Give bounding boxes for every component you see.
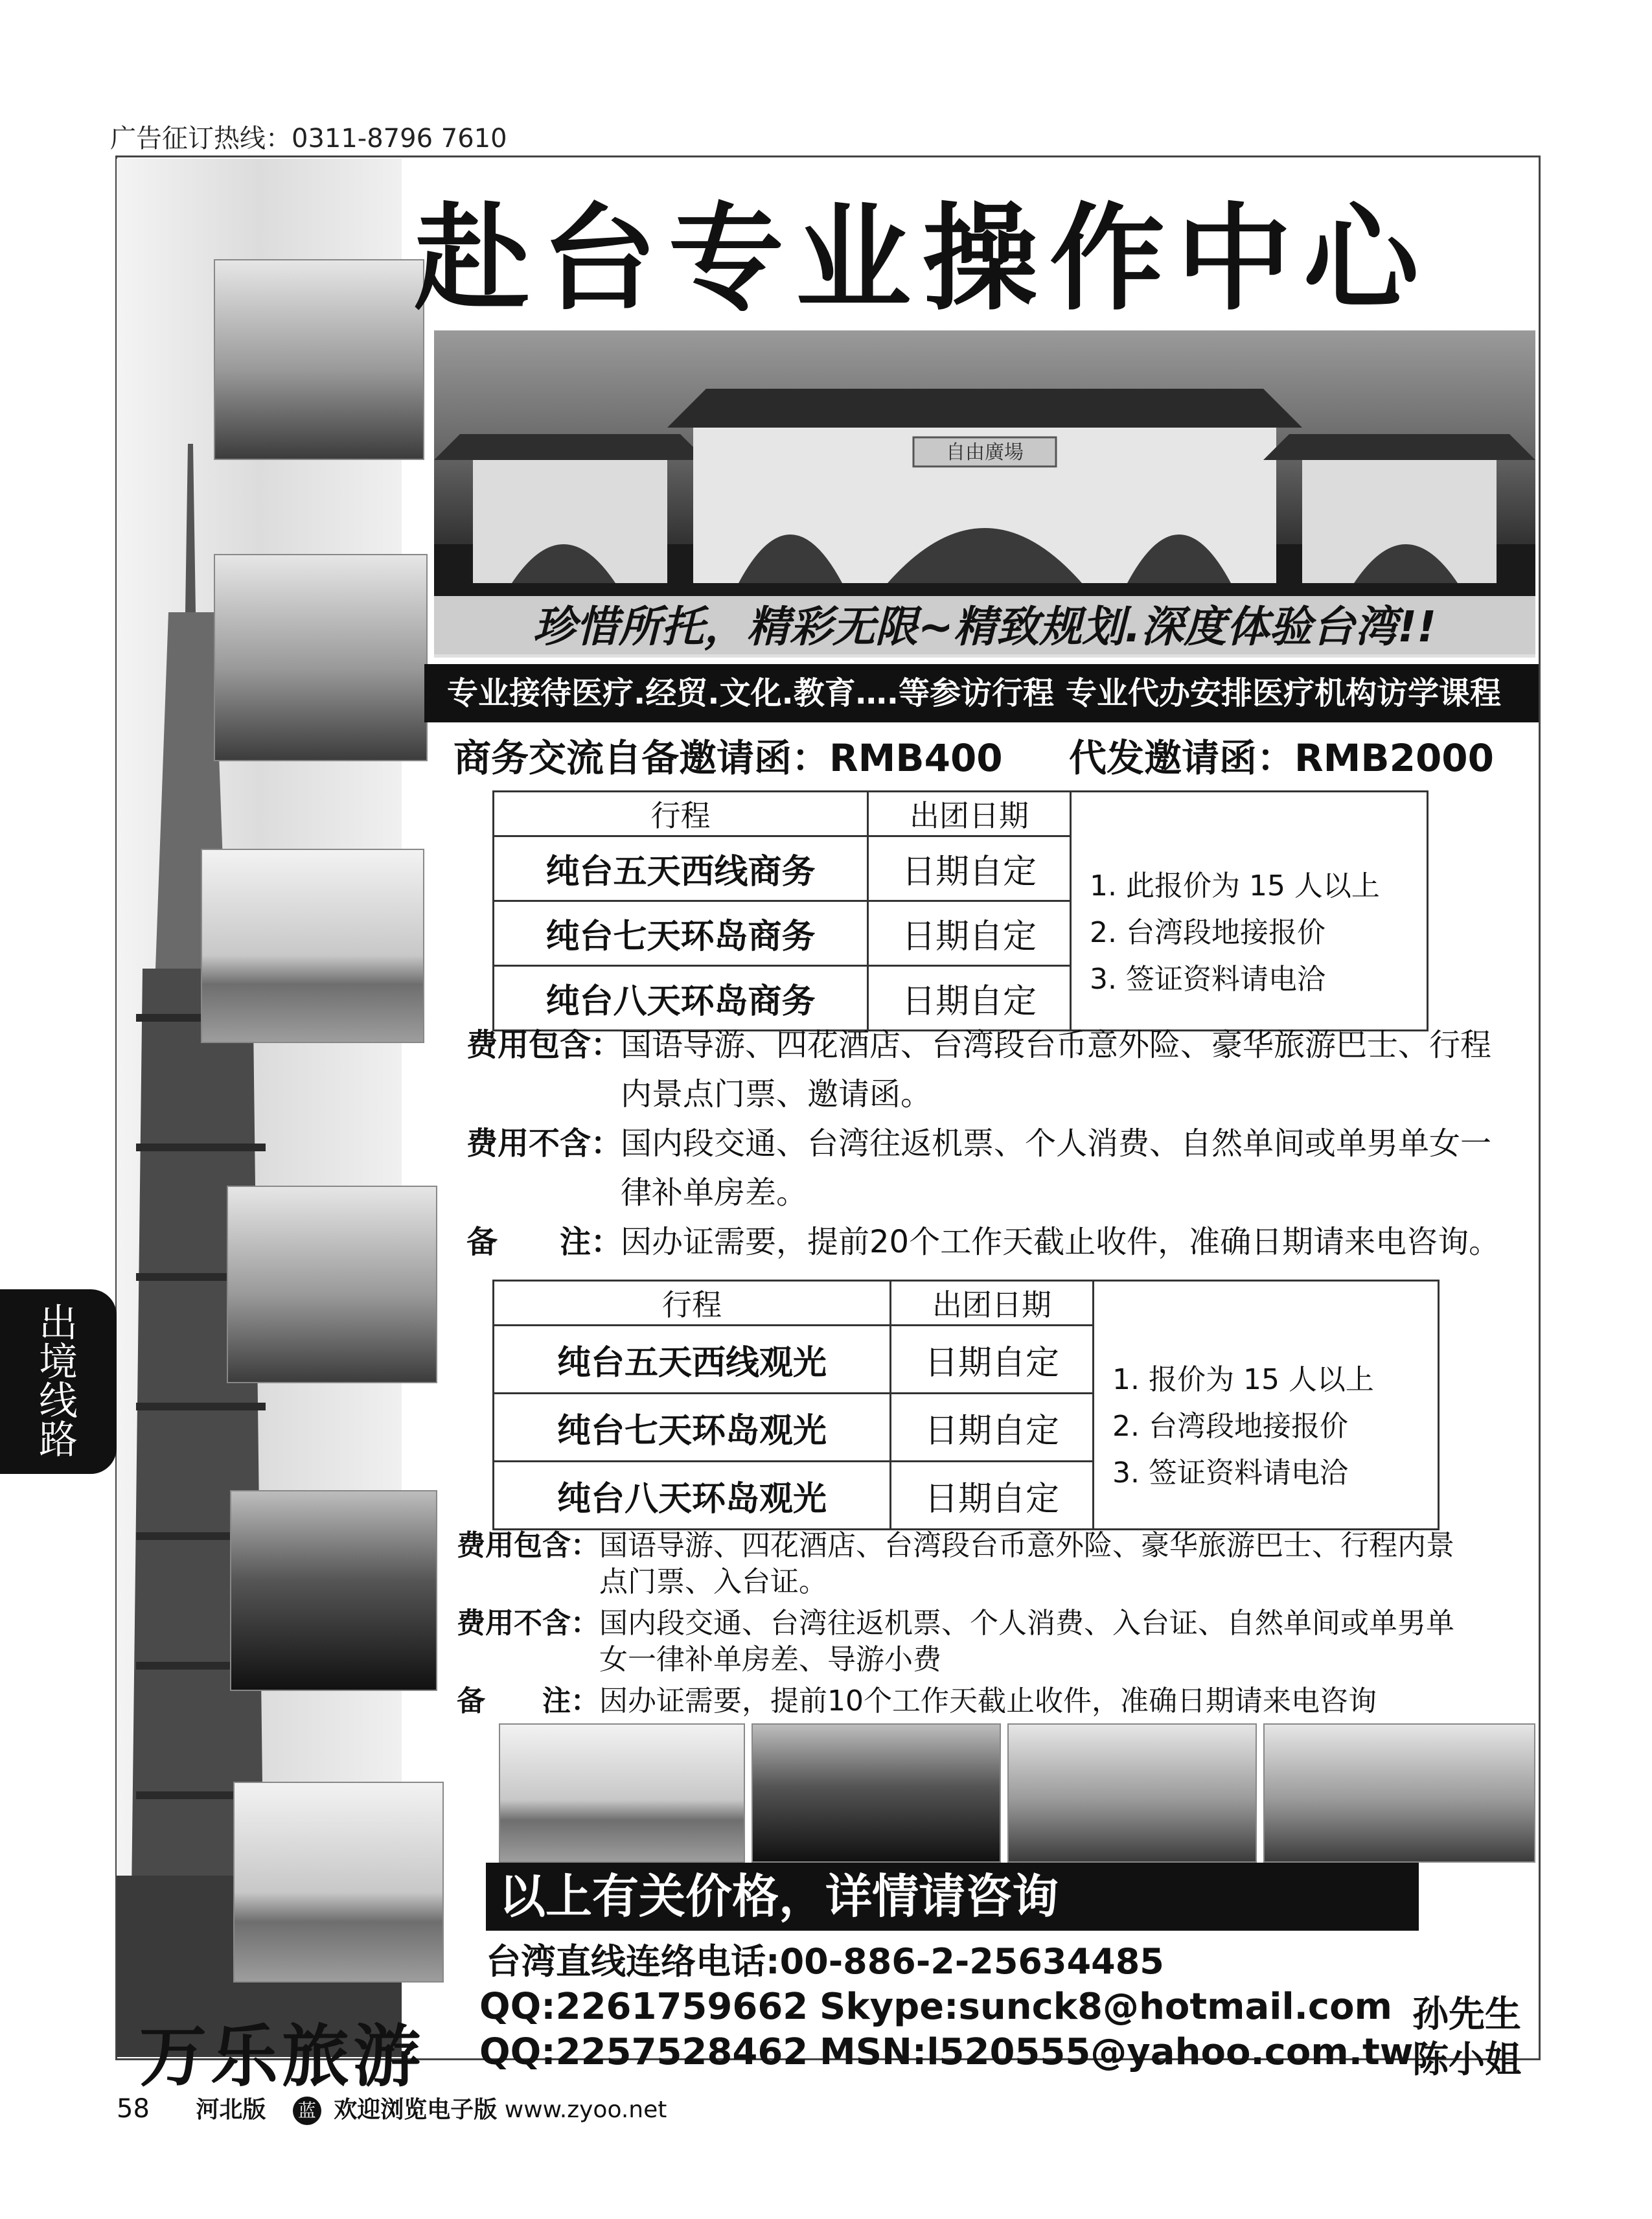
invite-agent-price: 代发邀请函：RMB2000 [1069, 736, 1495, 780]
remark-text: 因办证需要，提前20个工作天截止收件，准确日期请来电咨询。 [621, 1224, 1500, 1260]
honor-guard-photo [227, 1186, 437, 1383]
note-line: 2. 台湾段地接报价 [1090, 915, 1325, 949]
skype: Skype:sunck8@hotmail.com [820, 1986, 1392, 2028]
route-name: 纯台七天环岛观光 [494, 1394, 891, 1462]
fee-include-line: 点门票、入台证。 [599, 1565, 827, 1598]
note-line: 1. 报价为 15 人以上 [1112, 1363, 1374, 1397]
route-date: 日期自定 [868, 901, 1071, 966]
fee-exclude-line: 国内段交通、台湾往返机票、个人消费、入台证、自然单间或单男单 [599, 1607, 1454, 1640]
route-name: 纯台七天环岛商务 [494, 901, 868, 966]
palace-museum-photo [214, 259, 424, 460]
side-tab-char: 出 [39, 1300, 78, 1346]
service-right: 专业代办安排医疗机构访学课程 [1066, 675, 1502, 711]
fee-include-label: 费用包含： [457, 1529, 599, 1562]
page-number: 58 [117, 2094, 150, 2124]
sightseeing-tour-table [492, 1280, 1440, 1530]
table-row [494, 836, 1428, 901]
sun-moon-lake-photo [233, 1782, 444, 1983]
route-date: 日期自定 [891, 1394, 1094, 1462]
fee-exclude-line: 国内段交通、台湾往返机票、个人消费、自然单间或单男单女一 [621, 1125, 1492, 1162]
header-route: 行程 [494, 792, 868, 836]
contact-person-2: 陈小姐 [1412, 2039, 1521, 2081]
cta-banner: 以上有关价格，详情请咨询 [486, 1863, 1419, 1931]
invite-self-price: 商务交流自备邀请函：RMB400 [453, 736, 1003, 780]
fee-include-label: 费用包含： [466, 1027, 623, 1063]
footer-slogan: 欢迎浏览电子版 [334, 2097, 498, 2123]
header-route: 行程 [494, 1281, 891, 1326]
business-tour-table [492, 790, 1428, 1031]
fee-include-line: 国语导游、四花酒店、台湾段台币意外险、豪华旅游巴士、行程 [621, 1027, 1492, 1063]
qq-2: QQ:2257528462 [479, 2031, 809, 2073]
route-name: 纯台八天环岛观光 [494, 1462, 891, 1530]
gate-square-photo [1263, 1723, 1535, 1863]
msn: MSN:l520555@yahoo.com.tw [820, 2031, 1414, 2073]
note-line: 3. 签证资料请电洽 [1090, 962, 1325, 996]
route-date: 日期自定 [891, 1462, 1094, 1530]
fee-exclude-line: 女一律补单房差、导游小费 [599, 1643, 941, 1676]
side-tab-char: 境 [39, 1339, 78, 1385]
header-date: 出团日期 [868, 792, 1071, 836]
side-tab-char: 路 [39, 1417, 78, 1463]
fee-exclude-line: 律补单房差。 [621, 1175, 808, 1211]
fee-include-line: 内景点门票、邀请函。 [621, 1076, 932, 1112]
route-name: 纯台五天西线商务 [494, 836, 868, 901]
table-row [494, 1326, 1439, 1394]
fee-exclude-label: 费用不含： [457, 1607, 599, 1640]
section-tab-outbound-routes [0, 1289, 117, 1474]
header-date: 出团日期 [891, 1281, 1094, 1326]
service-bar [424, 664, 1539, 722]
side-tab-char: 线 [39, 1378, 78, 1424]
agency-brand: 万乐旅游 [139, 2017, 425, 2096]
service-left: 专业接待医疗.经贸.文化.教育….等参访行程 [447, 675, 1054, 711]
business-notes [1071, 836, 1428, 1031]
remark-label: 备 注： [466, 1224, 623, 1260]
route-date: 日期自定 [868, 966, 1071, 1031]
qq-1: QQ:2261759662 [479, 1986, 809, 2028]
business-fees [466, 1020, 1535, 1267]
contact-person-1: 孙先生 [1412, 1994, 1521, 2036]
page-footer [117, 2091, 667, 2125]
plaque-text: 自由廣場 [946, 441, 1024, 464]
ad-hotline: 广告征订热线：0311-8796 7610 [110, 124, 507, 154]
magazine-logo-icon: 蓝 [293, 2097, 321, 2125]
coast-flower-photo [499, 1723, 745, 1863]
taiwan-phone: 台湾直线连络电话:00-886-2-25634485 [486, 1941, 1164, 1982]
note-line: 2. 台湾段地接报价 [1112, 1410, 1348, 1443]
rock-coast-photo [1007, 1723, 1257, 1863]
route-date: 日期自定 [868, 836, 1071, 901]
route-name: 纯台五天西线观光 [494, 1326, 891, 1394]
taipei-skyline-photo [751, 1723, 1001, 1863]
footer-url[interactable]: www.zyoo.net [504, 2097, 667, 2123]
slogan-strip: 珍惜所托，精彩无限~精致规划.深度体验台湾!! [434, 596, 1535, 658]
route-date: 日期自定 [891, 1326, 1094, 1394]
edition-label: 河北版 [196, 2097, 266, 2123]
note-line: 1. 此报价为 15 人以上 [1090, 869, 1380, 903]
harbor-ship-photo [201, 849, 424, 1043]
fee-exclude-label: 费用不含： [466, 1125, 623, 1162]
route-name: 纯台八天环岛商务 [494, 966, 868, 1031]
remark-text: 因办证需要，提前10个工作天截止收件，准确日期请来电咨询 [599, 1684, 1377, 1718]
invitation-prices [453, 729, 1542, 787]
sightseeing-notes [1094, 1326, 1439, 1530]
sightseeing-fees [457, 1526, 1539, 1720]
remark-label: 备 注： [457, 1684, 599, 1718]
fee-include-line: 国语导游、四花酒店、台湾段台币意外险、豪华旅游巴士、行程内景 [599, 1529, 1454, 1562]
note-line: 3. 签证资料请电洽 [1112, 1456, 1348, 1490]
memorial-hall-photo [214, 554, 428, 761]
night-market-photo [230, 1490, 437, 1691]
ad-title: 赴台专业操作中心 [415, 194, 1430, 324]
